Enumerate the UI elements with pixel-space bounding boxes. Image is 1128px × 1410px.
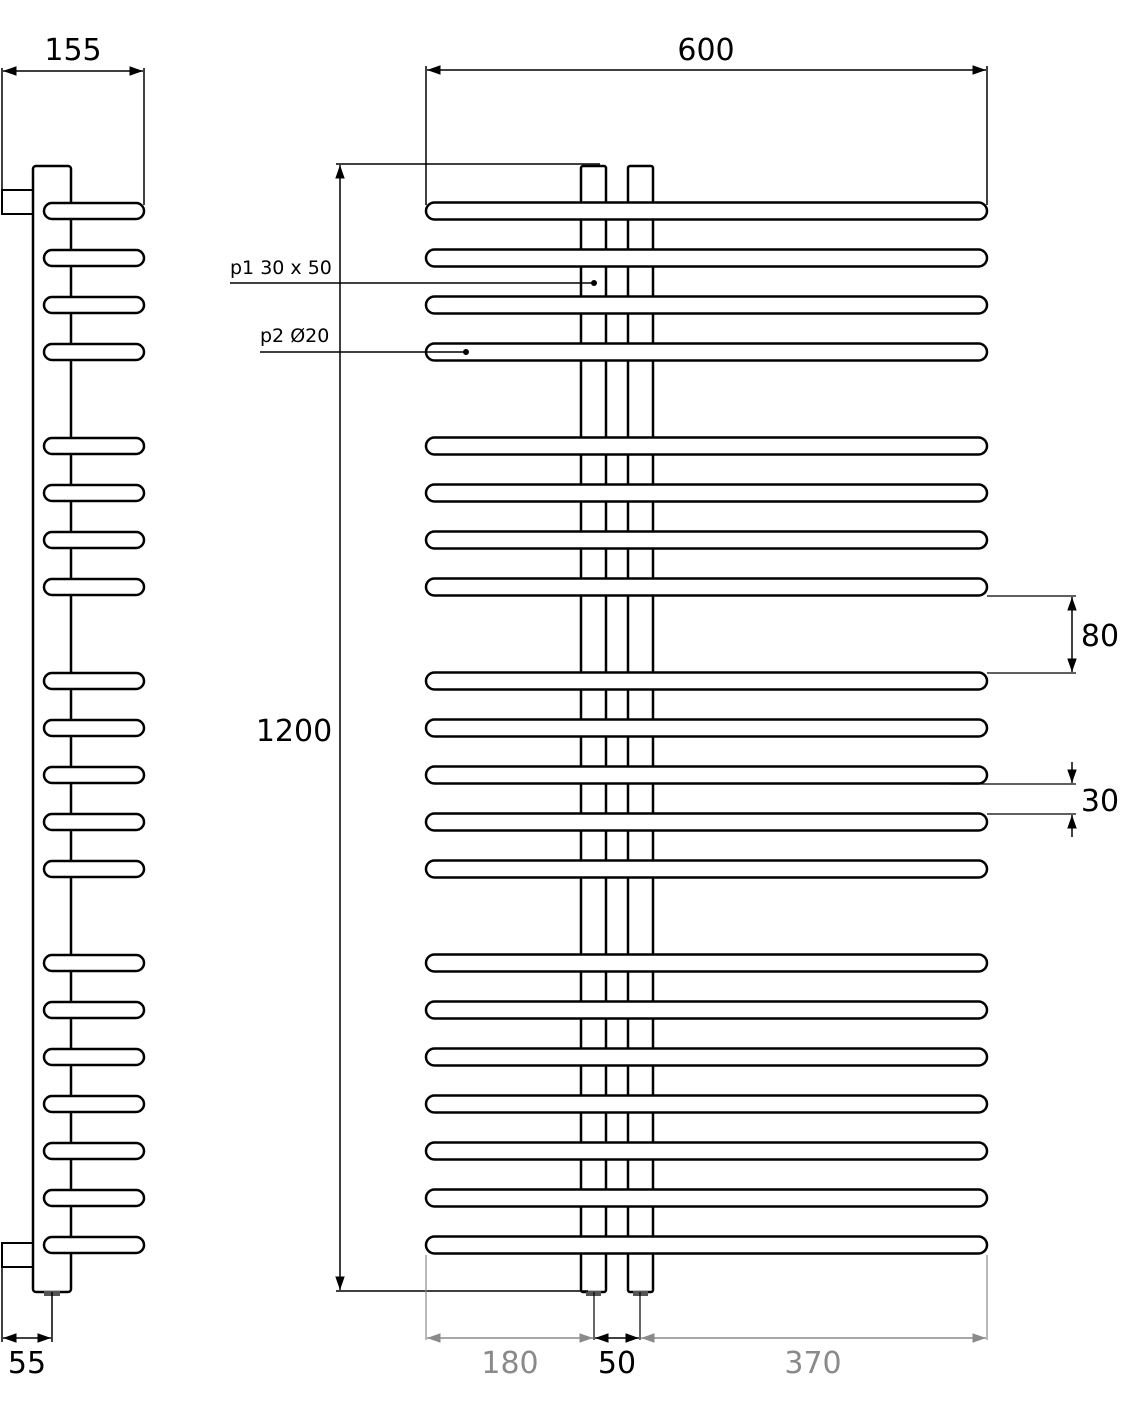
front-bar xyxy=(426,203,987,220)
front-bar xyxy=(426,1190,987,1207)
side-bar xyxy=(44,955,144,971)
side-bar xyxy=(44,767,144,783)
bottom-wall-bracket xyxy=(2,1243,34,1267)
front-bar xyxy=(426,1237,987,1254)
p1-dot xyxy=(591,280,597,286)
side-bar xyxy=(44,485,144,501)
collector-gap-label: 50 xyxy=(597,1346,637,1381)
front-bar xyxy=(426,1096,987,1113)
bar-spacing-label: 80 xyxy=(1080,619,1120,654)
side-bars xyxy=(44,203,144,1253)
width-label: 600 xyxy=(677,33,735,68)
wall-offset-label: 55 xyxy=(7,1346,47,1381)
side-bar xyxy=(44,1049,144,1065)
side-bar xyxy=(44,720,144,736)
front-bar xyxy=(426,861,987,878)
front-bar xyxy=(426,297,987,314)
side-bar xyxy=(44,1237,144,1253)
side-bar xyxy=(44,344,144,360)
front-bar xyxy=(426,1143,987,1160)
side-bar xyxy=(44,1143,144,1159)
side-view xyxy=(2,33,144,1381)
height-label: 1200 xyxy=(255,714,333,749)
side-bar xyxy=(44,297,144,313)
front-bar xyxy=(426,814,987,831)
top-wall-bracket xyxy=(2,190,34,214)
front-bar xyxy=(426,673,987,690)
side-bar xyxy=(44,532,144,548)
side-bar xyxy=(44,1096,144,1112)
front-bar xyxy=(426,250,987,267)
front-bar xyxy=(426,438,987,455)
front-bar xyxy=(426,720,987,737)
side-bar xyxy=(44,203,144,219)
left-section-label: 180 xyxy=(481,1346,539,1381)
right-section-label: 370 xyxy=(784,1346,842,1381)
side-bar xyxy=(44,250,144,266)
p1-callout: p1 30 x 50 xyxy=(230,257,332,279)
side-bar xyxy=(44,814,144,830)
front-bar xyxy=(426,1002,987,1019)
front-bars xyxy=(426,203,987,1254)
front-bar xyxy=(426,532,987,549)
front-bar xyxy=(426,485,987,502)
side-bar xyxy=(44,1190,144,1206)
side-bar xyxy=(44,579,144,595)
front-bar xyxy=(426,579,987,596)
bar-thickness-label: 30 xyxy=(1080,784,1120,819)
front-view xyxy=(230,33,1119,1381)
p2-dot xyxy=(463,349,469,355)
side-bar xyxy=(44,861,144,877)
side-bar xyxy=(44,673,144,689)
front-bar xyxy=(426,344,987,361)
front-bar xyxy=(426,955,987,972)
front-bar xyxy=(426,767,987,784)
side-bar xyxy=(44,438,144,454)
p2-callout: p2 Ø20 xyxy=(260,325,330,347)
depth-label: 155 xyxy=(44,33,102,68)
side-bar xyxy=(44,1002,144,1018)
front-bar xyxy=(426,1049,987,1066)
